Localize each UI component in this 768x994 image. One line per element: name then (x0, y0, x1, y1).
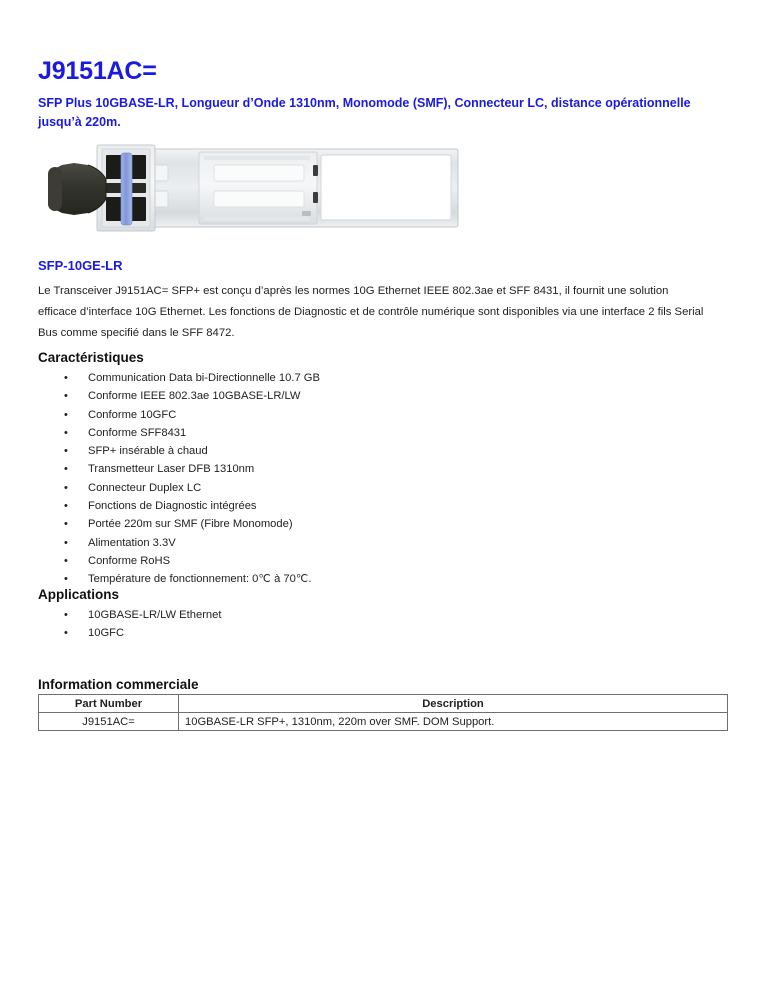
cell-description: 10GBASE-LR SFP+, 1310nm, 220m over SMF. DOM Support. (179, 713, 728, 731)
features-heading: Caractéristiques (38, 350, 144, 365)
list-item: • Conforme IEEE 802.3ae 10GBASE-LR/LW (62, 387, 582, 405)
description-heading: SFP-10GE-LR (38, 258, 123, 273)
column-header-description: Description (179, 695, 728, 713)
list-item: • 10GFC (62, 624, 582, 642)
description-block (38, 258, 718, 344)
applications-heading: Applications (38, 587, 120, 602)
page-title: J9151AC= (38, 57, 157, 85)
description-body: Le Transceiver J9151AC= SFP+ est conçu d’après les normes 10G Ethernet IEEE 802.3ae et SFF 8431, il fournit une solution efficace d’interface 10G Ethernet. Les fonctions de Diagnostic et de contrôle numérique sont disponibles via une interface 2 fils Serial Bus comme specifié dans le SFF 8472. (38, 284, 704, 339)
applications-list (62, 606, 582, 643)
list-item: • Conforme SFF8431 (62, 424, 582, 442)
list-item: • Portée 220m sur SMF (Fibre Monomode) (62, 515, 582, 533)
list-item: • 10GBASE-LR/LW Ethernet (62, 606, 582, 624)
features-list (62, 369, 582, 589)
list-item: • Fonctions de Diagnostic intégrées (62, 497, 582, 515)
list-item: • Communication Data bi-Directionnelle 10.7 GB (62, 369, 582, 387)
column-header-part-number: Part Number (39, 695, 179, 713)
list-item: • Alimentation 3.3V (62, 534, 582, 552)
list-item: • SFP+ insérable à chaud (62, 442, 582, 460)
product-image (44, 143, 464, 235)
list-item: • Conforme RoHS (62, 552, 582, 570)
list-item: • Transmetteur Laser DFB 1310nm (62, 460, 582, 478)
list-item: • Température de fonctionnement: 0℃ à 70℃. (62, 570, 582, 588)
table-row (39, 713, 728, 731)
product-subtitle: SFP Plus 10GBASE-LR, Longueur d’Onde 1310nm, Monomode (SMF), Connecteur LC, distance opérationnelle jusqu’à 220m. (38, 95, 691, 129)
table-header-row (39, 695, 728, 713)
title-block (38, 58, 728, 132)
sfp-transceiver-illustration (44, 143, 464, 235)
commercial-heading: Information commerciale (38, 677, 199, 692)
list-item: • Connecteur Duplex LC (62, 479, 582, 497)
list-item: • Conforme 10GFC (62, 406, 582, 424)
cell-part-number: J9151AC= (39, 713, 179, 731)
commercial-table (38, 694, 728, 731)
